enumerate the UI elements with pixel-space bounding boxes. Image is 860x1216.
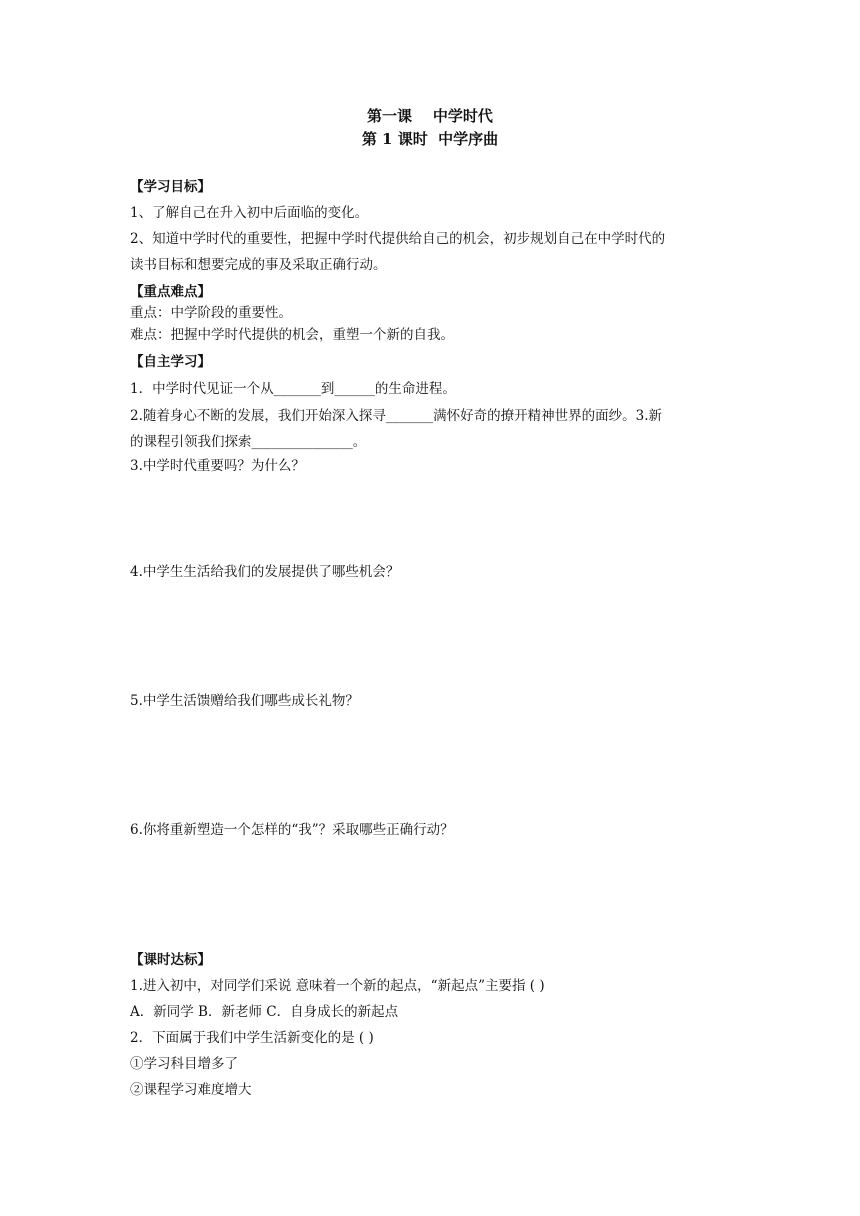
objective-item-2-line-1: 2、知道中学时代的重要性，把握中学时代提供给自己的机会，初步规划自己在中学时代的 [130,231,666,247]
self-study-question-5: 5.中学生活馈赠给我们哪些成长礼物？ [130,693,359,709]
self-study-question-2-line-2: 的课程引领我们探索_______________。 [130,434,367,450]
lesson-title: 第一课 中学时代 [367,107,493,125]
lesson-subtitle: 第 1 课时 中学序曲 [361,130,499,148]
self-study-question-6: 6.你将重新塑造一个怎样的“我”？采取哪些正确行动？ [130,822,454,838]
objective-item-2-line-2: 读书目标和想要完成的事及采取正确行动。 [130,257,387,273]
practice-question-2-item-2: ②课程学习难度增大 [130,1082,252,1098]
self-study-heading: 【自主学习】 [130,354,211,370]
self-study-question-1: 1．中学时代见证一个从_______到______的生命进程。 [130,381,456,397]
self-study-question-4: 4.中学生生活给我们的发展提供了哪些机会？ [130,564,400,580]
practice-question-1-options: A．新同学 B．新老师 C．自身成长的新起点 [130,1004,399,1020]
objectives-heading: 【学习目标】 [130,179,211,195]
objective-item-1: 1、了解自己在升入初中后面临的变化。 [130,205,369,221]
practice-question-2-item-1: ①学习科目增多了 [130,1056,238,1072]
key-point-focus: 重点：中学阶段的重要性。 [130,305,292,321]
key-point-difficulty: 难点：把握中学时代提供的机会，重塑一个新的自我。 [130,327,454,343]
self-study-question-2-line-1: 2.随着身心不断的发展，我们开始深入探寻_______满怀好奇的撩开精神世界的面纱。3.新 [130,408,663,424]
self-study-question-3: 3.中学时代重要吗？为什么？ [130,458,305,474]
practice-question-2: 2．下面属于我们中学生活新变化的是 ( ) [130,1030,374,1046]
practice-question-1: 1.进入初中，对同学们采说 意味着一个新的起点，“新起点”主要指 ( ) [130,978,545,994]
practice-heading: 【课时达标】 [130,952,211,968]
key-points-heading: 【重点难点】 [130,284,211,300]
